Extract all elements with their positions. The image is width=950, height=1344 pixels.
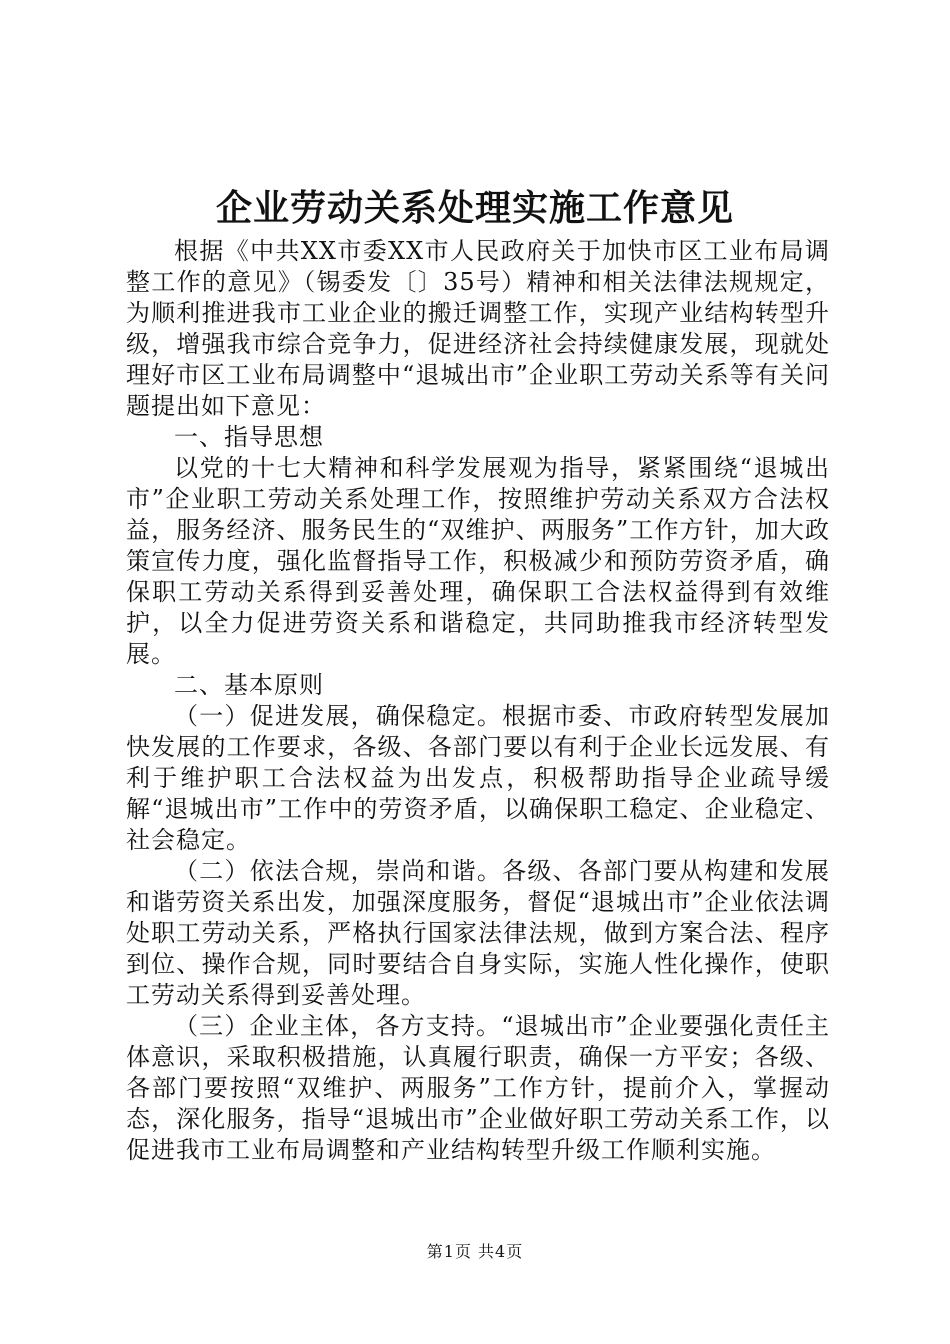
principle-2-paragraph: （二）依法合规，崇尚和谐。各级、各部门要从构建和发展和谐劳资关系出发，加强深度服务，督促“退城出市”企业依法调处职工劳动关系，严格执行国家法律法规，做到方案合法、程序到位、操作合规，同时要结合自身实际，实施人性化操作，使职工劳动关系得到妥善处理。: [126, 857, 830, 1009]
principle-3-paragraph: （三）企业主体，各方支持。“退城出市”企业要强化责任主体意识，采取积极措施，认真履行职责，确保一方平安；各级、各部门要按照“双维护、两服务”工作方针，提前介入，掌握动态，深化服务，指导“退城出市”企业做好职工劳动关系工作，以促进我市工业布局调整和产业结构转型升级工作顺利实施。: [126, 1012, 830, 1164]
section-heading-guiding-ideology: 一、指导思想: [174, 423, 324, 451]
document-title: 企业劳动关系处理实施工作意见: [215, 187, 734, 229]
section-heading-basic-principles: 二、基本原则: [174, 671, 324, 699]
principle-1-paragraph: （一）促进发展，确保稳定。根据市委、市政府转型发展加快发展的工作要求，各级、各部门要以有利于企业长远发展、有利于维护职工合法权益为出发点，积极帮助指导企业疏导缓解“退城出市”工作中的劳资矛盾，以确保职工稳定、企业稳定、社会稳定。: [126, 702, 830, 854]
page-number-footer: 第1页 共4页: [426, 1242, 524, 1261]
intro-paragraph: 根据《中共XX市委XX市人民政府关于加快市区工业布局调整工作的意见》（锡委发〔〕35号）精神和相关法律法规规定，为顺利推进我市工业企业的搬迁调整工作，实现产业结构转型升级，增强我市综合竞争力，促进经济社会持续健康发展，现就处理好市区工业布局调整中“退城出市”企业职工劳动关系等有关问题提出如下意见：: [126, 237, 830, 420]
guiding-ideology-paragraph: 以党的十七大精神和科学发展观为指导，紧紧围绕“退城出市”企业职工劳动关系处理工作，按照维护劳动关系双方合法权益，服务经济、服务民生的“双维护、两服务”工作方针，加大政策宣传力度，强化监督指导工作，积极减少和预防劳资矛盾，确保职工劳动关系得到妥善处理，确保职工合法权益得到有效维护，以全力促进劳资关系和谐稳定，共同助推我市经济转型发展。: [126, 454, 830, 668]
document-body: [126, 236, 830, 1166]
